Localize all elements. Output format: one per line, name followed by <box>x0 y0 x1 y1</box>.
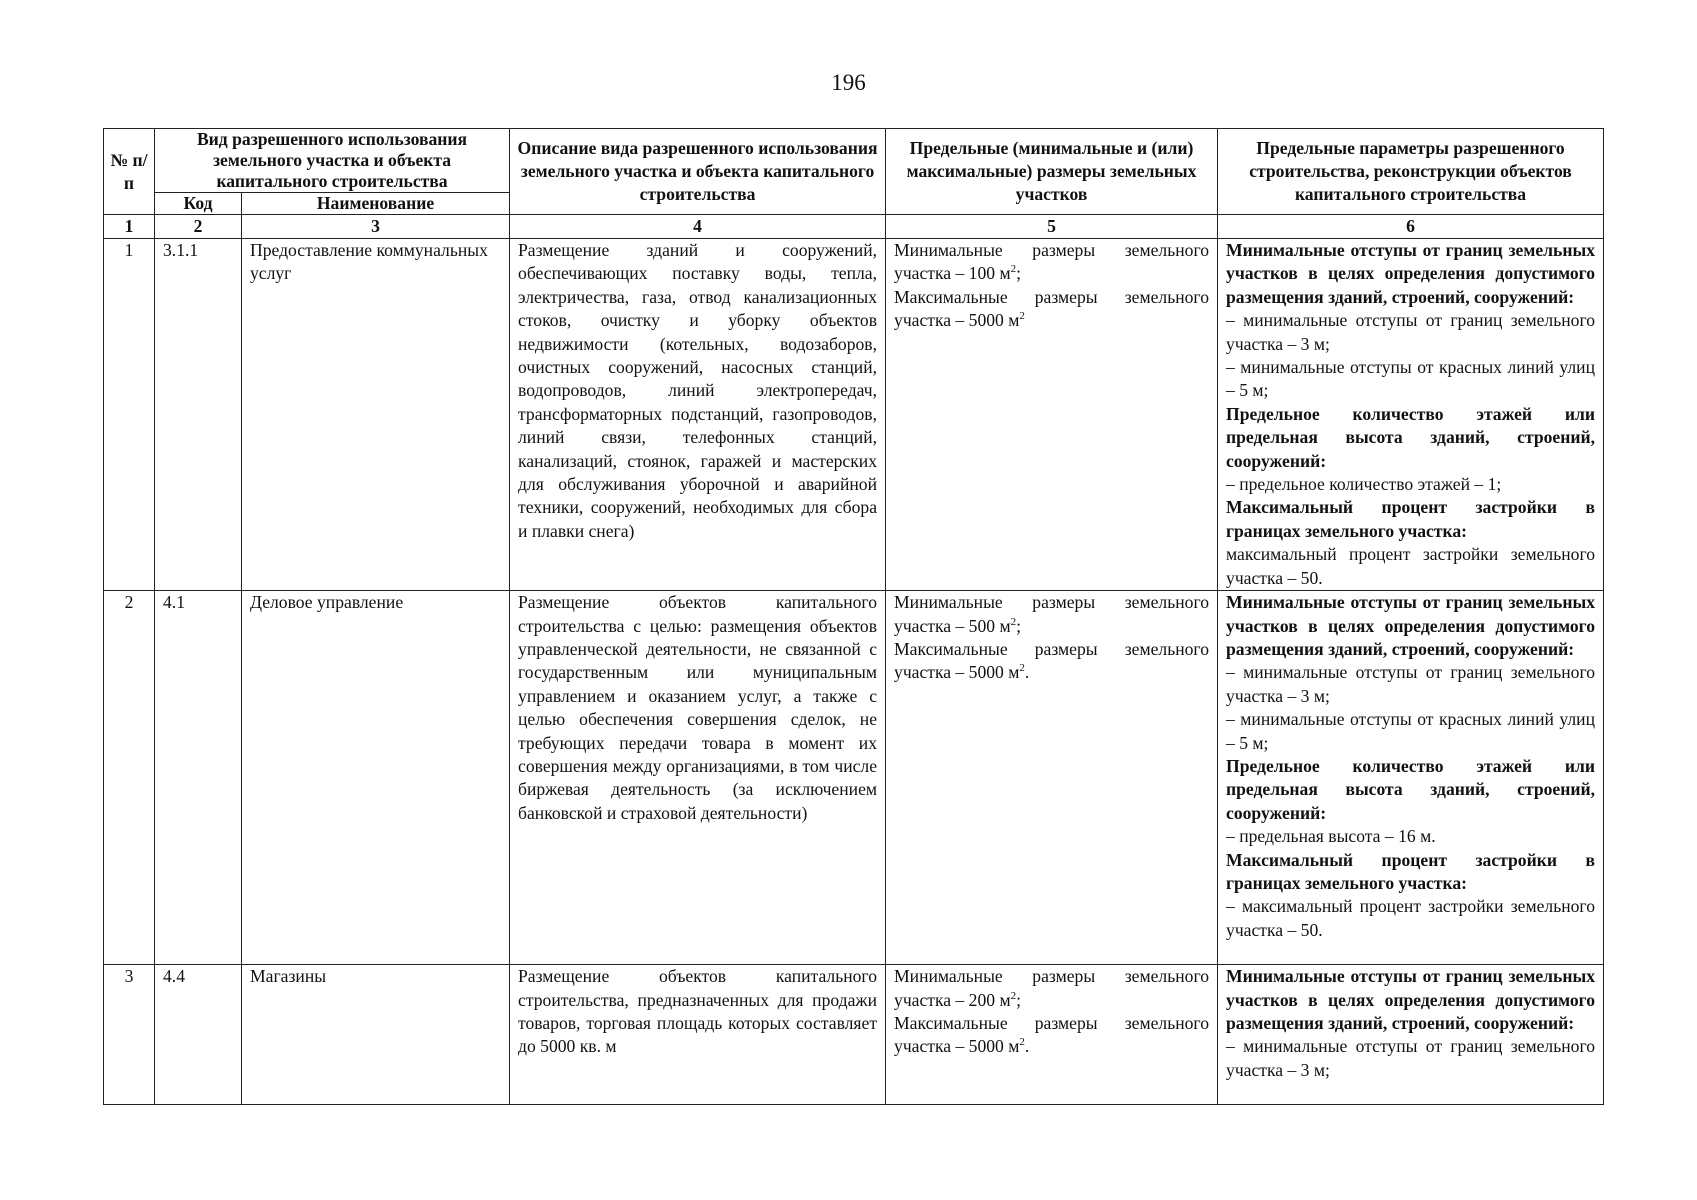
column-number: 3 <box>242 215 510 239</box>
params-setback-heading: Минимальные отступы от границ земельных участков в целях определения допустимого размещения зданий, строений, сооружений: <box>1226 966 1596 1033</box>
table-row <box>104 591 1604 965</box>
row-size <box>886 239 1218 591</box>
params-setback-heading: Минимальные отступы от границ земельных участков в целях определения допустимого размещения зданий, строений, сооружений: <box>1226 592 1596 659</box>
row-desc: Размещение объектов капитального строительства, предназначенных для продажи товаров, торговая площадь которых составляет до 5000 кв. м <box>510 965 886 1105</box>
row-params <box>1218 591 1604 965</box>
params-floors-value: – предельная высота – 16 м. <box>1226 826 1436 847</box>
row-params <box>1218 239 1604 591</box>
row-name: Магазины <box>242 965 510 1105</box>
row-name: Предоставление коммунальных услуг <box>242 239 510 591</box>
header-vri-group: Вид разрешенного использования земельного участка и объекта капитального строительства <box>155 129 510 193</box>
column-numbers-row <box>104 215 1604 239</box>
params-setback-border: – минимальные отступы от границ земельного участка – 3 м; <box>1226 1036 1596 1080</box>
row-size <box>886 965 1218 1105</box>
row-params <box>1218 965 1604 1105</box>
page-number: 196 <box>831 70 866 95</box>
header-code: Код <box>155 193 242 215</box>
params-setback-border: – минимальные отступы от границ земельного участка – 3 м; <box>1226 310 1596 354</box>
row-desc: Размещение объектов капитального строительства с целью: размещения объектов управленческой деятельности, не связанной с государственным или муниципальным управлением и оказанием услуг, а также с целью обеспечения совершения сделок, не требующих передачи товара в момент их совершения между организациями, в том числе биржевая деятельность (за исключением банковской и страховой деятельности) <box>510 591 886 965</box>
row-code: 4.1 <box>155 591 242 965</box>
params-floors-heading: Предельное количество этажей или предельная высота зданий, строений, сооружений: <box>1226 403 1596 471</box>
params-setback-redline: – минимальные отступы от красных линий улиц – 5 м; <box>1226 357 1596 401</box>
params-coverage-value: – максимальный процент застройки земельного участка – 50. <box>1226 896 1596 940</box>
regulations-table <box>103 128 1604 1105</box>
row-code: 4.4 <box>155 965 242 1105</box>
params-floors-value: – предельное количество этажей – 1; <box>1226 474 1502 495</box>
params-coverage-heading: Максимальный процент застройки в границах земельного участка: <box>1226 497 1596 541</box>
column-number: 6 <box>1218 215 1604 239</box>
row-name: Деловое управление <box>242 591 510 965</box>
column-number: 5 <box>886 215 1218 239</box>
size-max: Максимальные размеры земельного участка – 5000 $м^2$ <box>894 286 1210 331</box>
size-min: Минимальные размеры земельного участка – 100 $м^2$; <box>894 240 1210 284</box>
column-number: 4 <box>510 215 886 239</box>
column-number: 2 <box>155 215 242 239</box>
row-size <box>886 591 1218 965</box>
size-min: Минимальные размеры земельного участка – 200 $м^2$; <box>894 966 1210 1010</box>
params-setback-border: – минимальные отступы от границ земельного участка – 3 м; <box>1226 662 1596 706</box>
header-num: № п/п <box>104 129 155 215</box>
size-max: Максимальные размеры земельного участка – 5000 $м^2$. <box>894 638 1210 683</box>
header-name: Наименование <box>242 193 510 215</box>
header-size: Предельные (минимальные и (или) максимальные) размеры земельных участков <box>886 129 1218 215</box>
row-code: 3.1.1 <box>155 239 242 591</box>
params-setback-redline: – минимальные отступы от красных линий улиц – 5 м; <box>1226 709 1596 753</box>
size-min: Минимальные размеры земельного участка – 500 $м^2$; <box>894 592 1210 636</box>
header-desc: Описание вида разрешенного использования земельного участка и объекта капитального строительства <box>510 129 886 215</box>
size-max: Максимальные размеры земельного участка – 5000 $м^2$. <box>894 1012 1210 1057</box>
params-coverage-value: максимальный процент застройки земельного участка – 50. <box>1226 544 1596 588</box>
table-row <box>104 965 1604 1105</box>
header-row <box>104 129 1604 193</box>
row-num: 1 <box>104 239 155 591</box>
header-params: Предельные параметры разрешенного строительства, реконструкции объектов капитального строительства <box>1218 129 1604 215</box>
column-number: 1 <box>104 215 155 239</box>
row-desc: Размещение зданий и сооружений, обеспечивающих поставку воды, тепла, электричества, газа, отвод канализационных стоков, очистку и уборку объектов недвижимости (котельных, водозаборов, очистных сооружений, насосных станций, водопроводов, линий электропередач, трансформаторных подстанций, газопроводов, линий связи, телефонных станций, канализаций, стоянок, гаражей и мастерских для обслуживания уборочной и аварийной техники, сооружений, необходимых для сбора и плавки снега) <box>510 239 886 591</box>
row-num: 2 <box>104 591 155 965</box>
params-setback-heading: Минимальные отступы от границ земельных участков в целях определения допустимого размещения зданий, строений, сооружений: <box>1226 240 1596 307</box>
row-num: 3 <box>104 965 155 1105</box>
params-coverage-heading: Максимальный процент застройки в границах земельного участка: <box>1226 849 1596 893</box>
params-floors-heading: Предельное количество этажей или предельная высота зданий, строений, сооружений: <box>1226 755 1596 823</box>
table-row <box>104 239 1604 591</box>
